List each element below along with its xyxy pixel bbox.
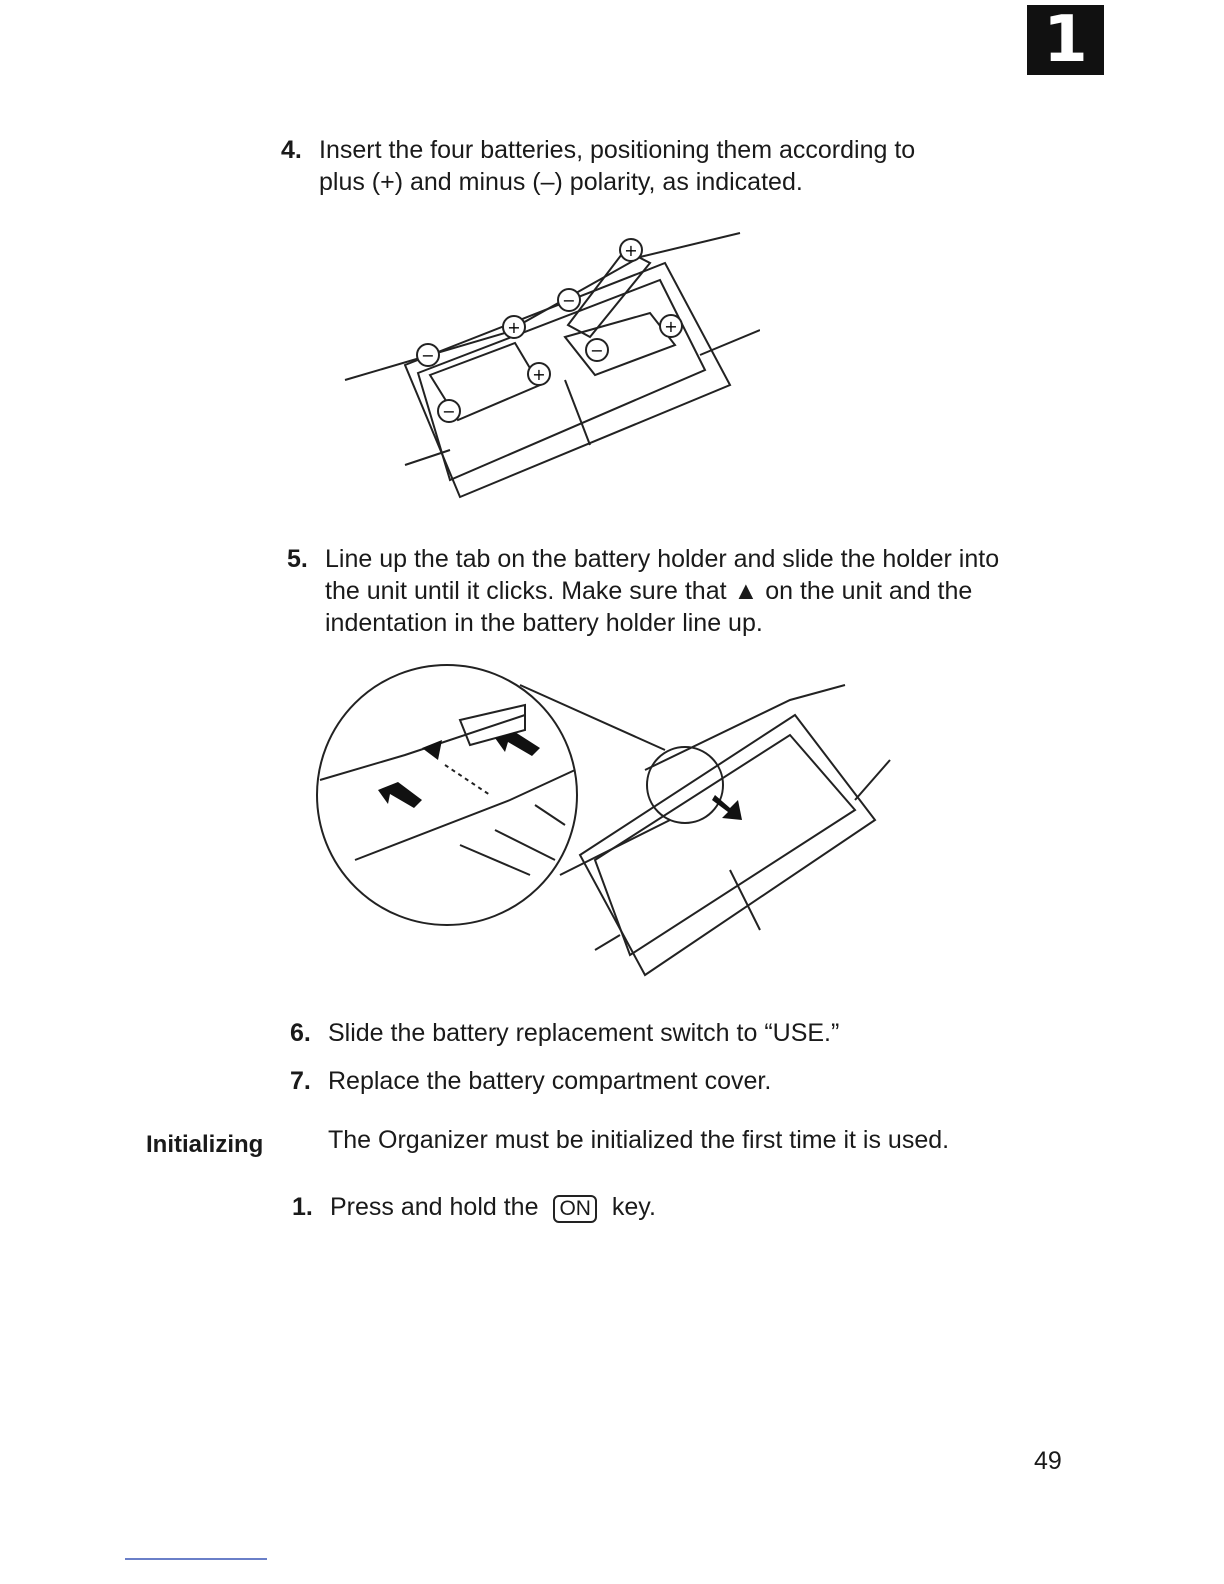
step-text: Slide the battery replacement switch to “USE.” [328,1019,840,1047]
guide-line-right [700,330,760,355]
footer-rule [125,1558,267,1560]
step-text: Line up the tab on the battery holder and slide the holder into the unit until it clicks. Make sure that ▲ on the unit and the indentation in the battery holder line up. [325,545,1000,637]
step-number: 7. [290,1067,311,1095]
step-7 [290,1065,990,1097]
unit-edge [345,233,740,380]
holder-divider [565,380,590,445]
on-key-icon: ON [553,1195,597,1223]
step-text: Press and hold the [330,1193,539,1221]
detail-slot [460,805,565,875]
step-6 [290,1017,990,1049]
step-text: Insert the four batteries, positioning them according to plus (+) and minus (–) polarity, as indicated. [319,136,916,196]
polarity-markers [417,239,682,422]
minus-icon: − [421,346,435,365]
section-intro: The Organizer must be initialized the first time it is used. [328,1126,950,1154]
step-number: 6. [290,1019,311,1047]
page-number: 49 [1034,1447,1062,1475]
plus-icon: + [664,317,678,336]
guide-line-left [595,935,620,950]
step-number: 5. [287,545,308,573]
minus-icon: − [442,402,456,421]
triangle-marker-icon [422,740,442,760]
holder-inner [418,280,705,480]
plus-icon: + [532,365,546,384]
minus-icon: − [562,291,576,310]
plus-icon: + [624,241,638,260]
holder-alignment-figure [310,660,900,980]
plus-icon: + [507,318,521,337]
guide-line-right [855,760,890,800]
step-text: key. [611,1193,656,1221]
step-number: 4. [281,136,302,164]
magnifier-circle [317,665,577,925]
step-number: 1. [292,1193,313,1221]
detail-rail [320,715,575,860]
holder-outline [580,715,875,975]
detail-guide [445,765,490,795]
battery-2 [565,313,678,375]
arrow-icon [378,782,422,808]
minus-icon: − [590,341,604,360]
section-heading: Initializing [146,1131,264,1158]
step-5 [287,543,1007,639]
chapter-tab: 1 [1027,5,1104,75]
unit-edge [645,685,845,770]
step-text: Replace the battery compartment cover. [328,1067,772,1095]
battery-insertion-figure [340,225,760,505]
initializing-step-1 [292,1191,992,1223]
step-4 [281,134,961,198]
